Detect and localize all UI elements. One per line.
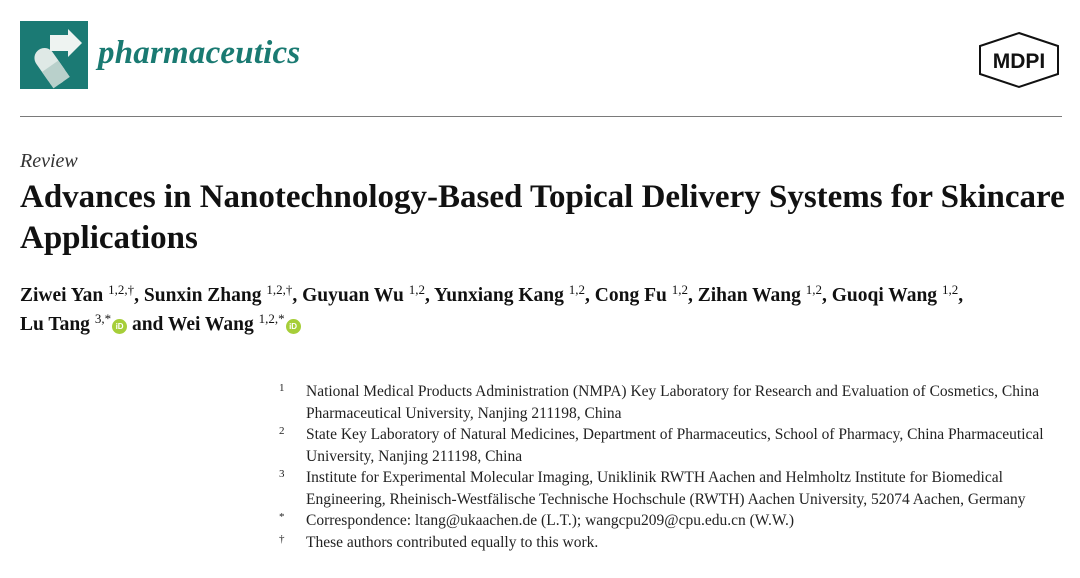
journal-logo-icon xyxy=(20,21,88,89)
affiliation-item xyxy=(277,381,1057,424)
affiliation-text: These authors contributed equally to this work. xyxy=(306,533,599,551)
affiliation-item xyxy=(277,510,1057,532)
affiliation-marker: 1 xyxy=(279,382,285,394)
author-name[interactable]: Ziwei Yan xyxy=(20,285,109,306)
publisher-name: MDPI xyxy=(992,50,1046,73)
author-separator: and xyxy=(127,314,168,335)
author-affiliation-marker: 1,2 xyxy=(805,281,822,297)
affiliation-item xyxy=(277,424,1057,467)
author-affiliation-marker: 1,2 xyxy=(568,281,586,297)
author-affiliation-marker: 3,* xyxy=(94,310,112,326)
affiliation-item xyxy=(277,532,1057,554)
journal-name: pharmaceutics xyxy=(98,35,301,71)
affiliation-text: Institute for Experimental Molecular Imaging, Uniklinik RWTH Aachen and Helmholtz Institute for Biomedical Engineering, Rheinisch-Westfälische Technische Hochschule (RWTH) Aachen University, 52074 Aachen, Germany xyxy=(306,469,1026,508)
affiliation-text: National Medical Products Administration (NMPA) Key Laboratory for Research and Evaluation of Cosmetics, China Pharmaceutical University, Nanjing 211198, China xyxy=(306,383,1039,422)
author-affiliation-marker: 1,2,* xyxy=(258,310,285,326)
author-affiliation-marker: 1,2 xyxy=(408,281,425,297)
affiliation-marker: 2 xyxy=(279,425,285,437)
header-divider xyxy=(20,116,1062,117)
publisher-logo xyxy=(976,31,1062,89)
article-title: Advances in Nanotechnology-Based Topical Delivery Systems for Skincare Applications xyxy=(20,179,1065,256)
author-name[interactable]: Zihan Wang xyxy=(697,285,806,306)
author-name[interactable]: Guoqi Wang xyxy=(831,285,942,306)
article-type: Review xyxy=(20,150,78,172)
author-separator: , xyxy=(424,285,434,306)
orcid-icon[interactable]: iD xyxy=(286,319,301,334)
author-affiliation-marker: 1,2,† xyxy=(266,281,293,297)
author-name[interactable]: Cong Fu xyxy=(594,285,672,306)
author-name[interactable]: Lu Tang xyxy=(20,314,95,335)
author-name[interactable]: Yunxiang Kang xyxy=(434,285,569,306)
journal-header xyxy=(20,21,1062,91)
affiliation-text: State Key Laboratory of Natural Medicines, Department of Pharmaceutics, School of Pharmacy, China Pharmaceutical University, Nanjing 211198, China xyxy=(306,426,1044,465)
author-name[interactable]: Guyuan Wu xyxy=(302,285,409,306)
author-separator: , xyxy=(134,285,144,306)
affiliation-list xyxy=(277,381,1057,553)
author-separator: , xyxy=(292,285,303,306)
affiliation-text: Correspondence: ltang@ukaachen.de (L.T.); wangcpu209@cpu.edu.cn (W.W.) xyxy=(306,512,795,529)
affiliation-item xyxy=(277,467,1057,510)
author-affiliation-marker: 1,2 xyxy=(941,281,959,297)
author-separator: , xyxy=(687,285,698,306)
affiliation-marker: 3 xyxy=(279,468,285,480)
author-separator: , xyxy=(821,285,832,306)
author-separator: , xyxy=(585,285,595,306)
author-name[interactable]: Sunxin Zhang xyxy=(143,285,267,306)
affiliation-marker: * xyxy=(279,511,285,523)
author-list xyxy=(20,281,1070,339)
author-affiliation-marker: 1,2,† xyxy=(108,281,135,297)
affiliation-marker: † xyxy=(279,532,285,545)
author-separator: , xyxy=(958,285,964,306)
author-name[interactable]: Wei Wang xyxy=(167,314,259,335)
author-affiliation-marker: 1,2 xyxy=(671,281,688,297)
orcid-icon[interactable]: iD xyxy=(112,319,127,334)
